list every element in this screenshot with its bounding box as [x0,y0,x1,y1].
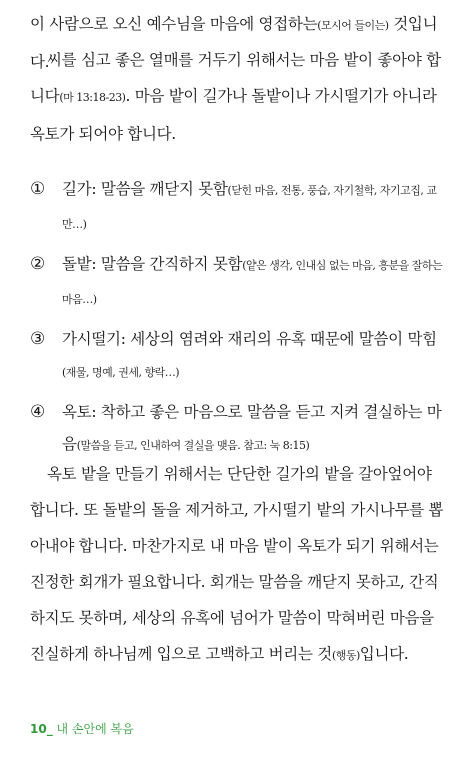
paragraph-3 [30,456,448,674]
list-item-number: ④ [30,402,45,422]
paragraph-1-note: (모시어 들이는) [317,19,389,32]
page-number: 10_ [30,722,53,736]
paragraph-3-text-a: 옥토 밭을 만들기 위해서는 단단한 길가의 밭을 갈아엎어야 합니다. 또 돌밭의 돌을 제거하고, 가시떨기 밭의 가시나무를 뽑아내야 합니다. 마찬가지로 내 마음 밭이 옥토가 되기 위해서는 진정한 회개가 필요합니다. 회개는 말씀을 깨닫지 못하고, 간직하지도 못하며, 세상의 유혹에 넘어가 말씀이 막혀버린 마음을 진실하게 하나님께 입으로 고백하고 버리는 것 [30,465,444,663]
list-item-note: (닫힌 마음, 전통, 풍습, 자기철학, 자기고집, 교만…) [62,184,437,231]
list-item-main: 가시떨기: 세상의 염려와 재리의 유혹 때문에 말씀이 막힘 [62,330,437,348]
list-item [30,396,448,462]
paragraph-3-note: (행동) [331,649,360,662]
paragraph-2-text-b: . 마음 밭이 길가나 돌밭이나 가시떨기가 아니라 옥토가 되어야 합니다. [30,87,437,143]
list-item-number: ③ [30,329,45,349]
list-item-main: 옥토: 착하고 좋은 마음으로 말씀을 듣고 지켜 결실하는 마음 [62,403,442,453]
list-item [30,323,448,389]
list-item-main: 돌밭: 말씀을 간직하지 못함 [62,255,243,273]
paragraph-2-ref: (마 13:18-23) [59,91,126,104]
list-item-note: (재물, 명예, 권세, 향락…) [62,366,180,379]
list-item-note: (얕은 생각, 인내심 없는 마음, 흥분을 잘하는 마음…) [62,259,443,306]
list-item-main: 길가: 말씀을 깨닫지 못함 [62,180,228,198]
list-item-note: (말씀을 듣고, 인내하여 결실을 맺음. 참고: 눅 8:15) [76,439,310,452]
list-item-number: ① [30,179,45,199]
paragraph-3-text-b: 입니다. [359,645,409,663]
paragraph-1-text-a: 이 사람으로 오신 예수님을 마음에 영접하는 [30,15,318,33]
paragraph-2-text-a: 씨를 심고 좋은 열매를 거두기 위해서는 마음 밭이 좋아야 합니다 [30,51,441,105]
book-title: 내 손안에 복음 [52,722,134,736]
page-footer [30,720,134,737]
list-item-number: ② [30,254,45,274]
paragraph-2 [30,42,448,152]
soil-list [30,173,448,469]
list-item [30,173,448,241]
paragraph-1-text-b: 것입니다. [30,15,438,71]
list-item [30,248,448,316]
